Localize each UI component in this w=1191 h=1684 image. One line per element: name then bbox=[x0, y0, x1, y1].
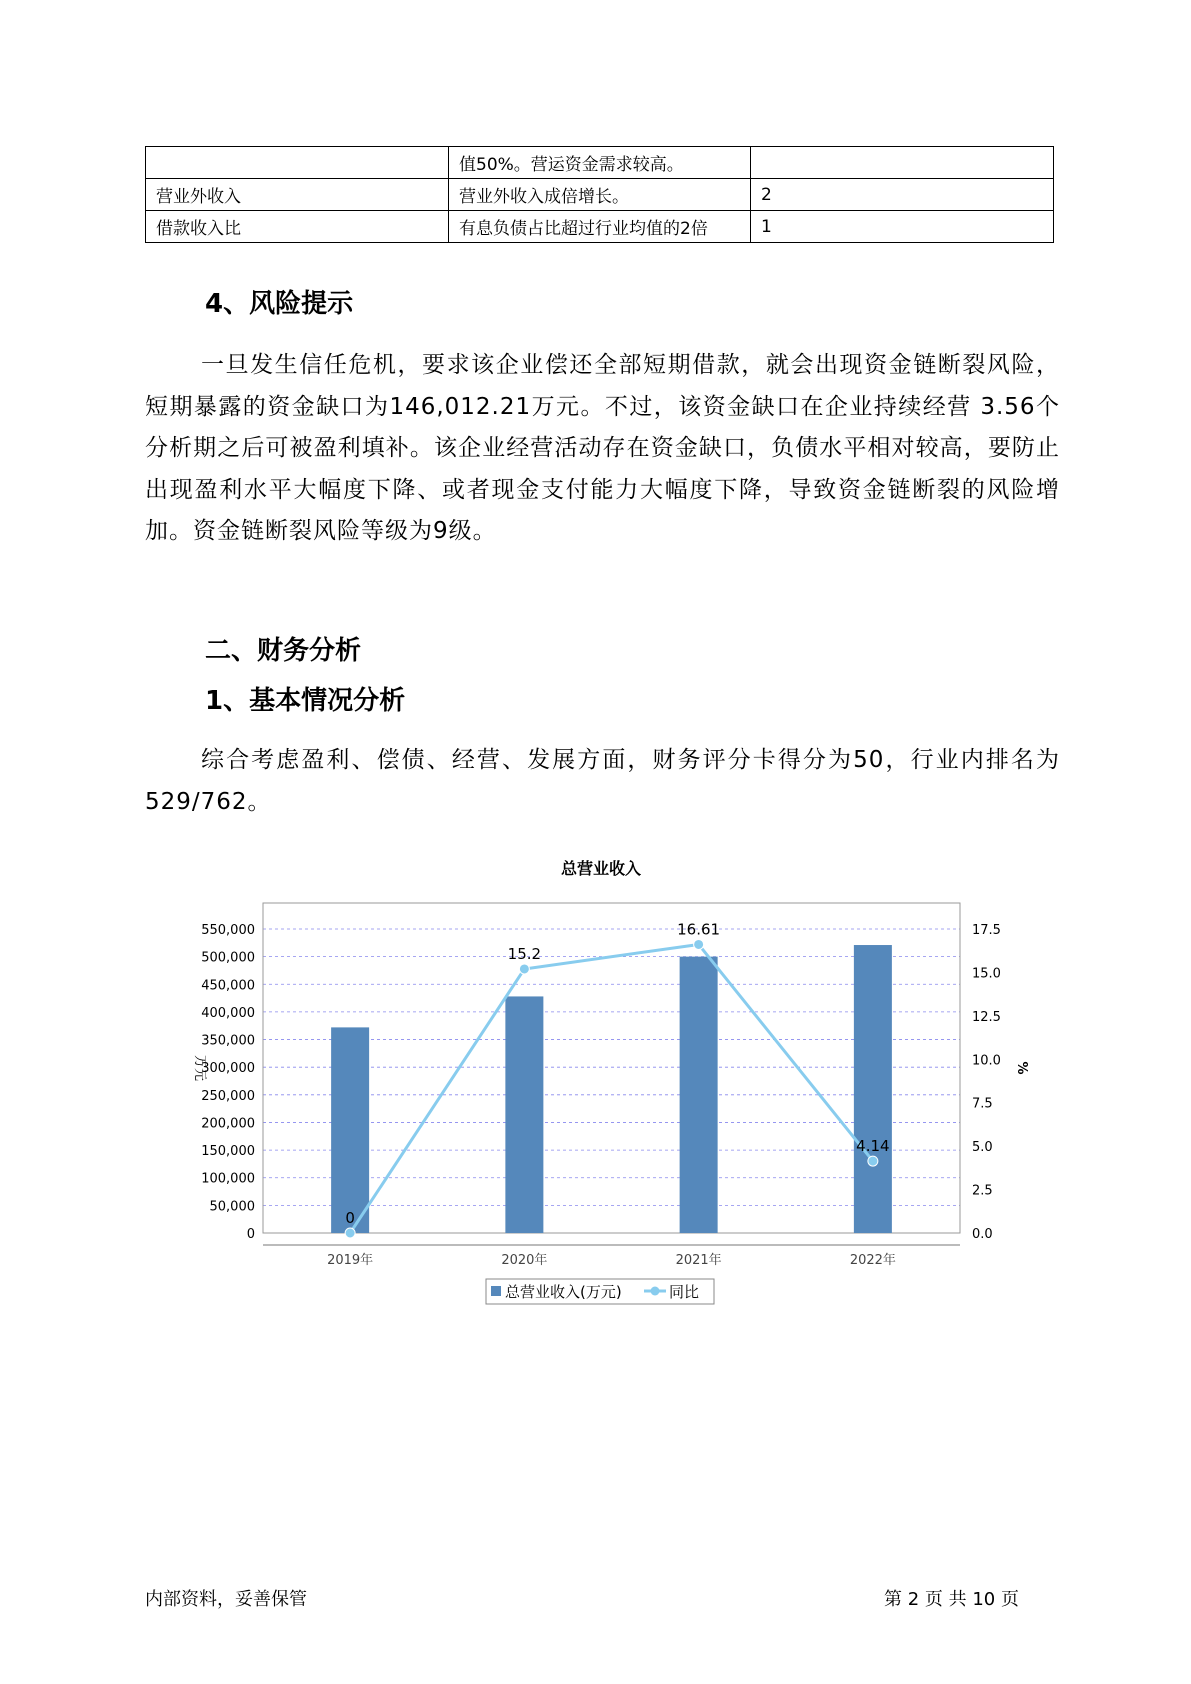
line-point bbox=[519, 964, 529, 974]
legend-line-marker bbox=[651, 1287, 660, 1296]
y-tick-label: 350,000 bbox=[201, 1033, 255, 1049]
chart-title: 总营业收入 bbox=[560, 859, 642, 878]
y-tick-label: 400,000 bbox=[201, 1005, 255, 1021]
y-axis-ticks bbox=[201, 923, 255, 1242]
y2-tick-label: 10.0 bbox=[972, 1053, 1001, 1069]
table-cell: 营业外收入成倍增长。 bbox=[449, 179, 751, 211]
y-tick-label: 250,000 bbox=[201, 1088, 255, 1104]
bar bbox=[505, 996, 543, 1233]
legend-line-label: 同比 bbox=[669, 1283, 700, 1301]
y-tick-label: 150,000 bbox=[201, 1144, 255, 1160]
y2-axis-ticks bbox=[972, 923, 1001, 1242]
basic-analysis-heading: 1、基本情况分析 bbox=[205, 686, 406, 716]
y2-tick-label: 17.5 bbox=[972, 923, 1001, 938]
y2-tick-label: 0.0 bbox=[972, 1227, 993, 1242]
y2-tick-label: 5.0 bbox=[972, 1140, 993, 1156]
finance-paragraph: 综合考虑盈利、偿债、经营、发展方面，财务评分卡得分为50，行业内排名为529/762。 bbox=[145, 747, 1060, 815]
table-cell: 1 bbox=[751, 211, 1054, 243]
risk-paragraph: 一旦发生信任危机，要求该企业偿还全部短期借款，就会出现资金链断裂风险，短期暴露的资金缺口为146,012.21万元。不过，该资金缺口在企业持续经营 3.56个分析期之后可被盈利填补。该企业经营活动存在资金缺口，负债水平相对较高，要防止出现盈利水平大幅度下降、或者现金支付能力大幅度下降，导致资金链断裂的风险增加。资金链断裂风险等级为9级。 bbox=[145, 352, 1060, 544]
line-point bbox=[694, 939, 704, 949]
table-cell: 2 bbox=[751, 179, 1054, 211]
x-tick-label: 2019年 bbox=[327, 1253, 374, 1268]
y-tick-label: 550,000 bbox=[201, 923, 255, 938]
bar bbox=[331, 1027, 369, 1233]
y2-tick-label: 12.5 bbox=[972, 1009, 1001, 1025]
x-tick-label: 2020年 bbox=[501, 1253, 548, 1268]
y-tick-label: 300,000 bbox=[201, 1061, 255, 1077]
yoy-line bbox=[350, 944, 873, 1233]
table-cell: 借款收入比 bbox=[146, 211, 449, 243]
y-tick-label: 450,000 bbox=[201, 978, 255, 994]
y2-axis-label: % bbox=[1014, 1061, 1029, 1075]
x-tick-label: 2022年 bbox=[849, 1253, 896, 1268]
bar bbox=[680, 957, 718, 1233]
table-cell: 营业外收入 bbox=[146, 179, 449, 211]
line-point bbox=[868, 1156, 878, 1166]
data-label: 16.61 bbox=[677, 920, 721, 939]
chart-legend bbox=[486, 1279, 714, 1304]
y-tick-label: 50,000 bbox=[209, 1199, 255, 1215]
y2-tick-label: 7.5 bbox=[972, 1096, 993, 1112]
y-tick-label: 200,000 bbox=[201, 1116, 255, 1132]
y2-tick-label: 15.0 bbox=[972, 966, 1001, 982]
footer-right: 第 2 页 共 10 页 bbox=[884, 1589, 1019, 1610]
risk-heading: 4、风险提示 bbox=[205, 289, 354, 319]
x-axis-ticks bbox=[327, 1252, 896, 1268]
data-label: 0 bbox=[345, 1209, 355, 1227]
line-point bbox=[345, 1228, 355, 1238]
data-label: 4.14 bbox=[856, 1137, 890, 1156]
x-tick-label: 2021年 bbox=[675, 1253, 722, 1268]
data-label: 15.2 bbox=[507, 944, 542, 963]
finance-heading: 二、财务分析 bbox=[205, 636, 362, 666]
y-tick-label: 500,000 bbox=[201, 950, 255, 966]
bar-series bbox=[331, 945, 892, 1233]
footer-left: 内部资料，妥善保管 bbox=[145, 1589, 307, 1610]
y-axis-label: 万元 bbox=[192, 1054, 207, 1082]
legend-bar-swatch bbox=[491, 1286, 501, 1296]
y-tick-label: 100,000 bbox=[201, 1171, 255, 1187]
legend-bar-label: 总营业收入(万元) bbox=[505, 1283, 622, 1301]
line-series bbox=[345, 920, 889, 1238]
y2-tick-label: 2.5 bbox=[972, 1183, 993, 1199]
table-cell: 值50%。营运资金需求较高。 bbox=[449, 147, 751, 179]
y-tick-label: 0 bbox=[246, 1227, 255, 1242]
bar bbox=[854, 945, 892, 1233]
table-cell: 有息负债占比超过行业均值的2倍 bbox=[449, 211, 751, 243]
